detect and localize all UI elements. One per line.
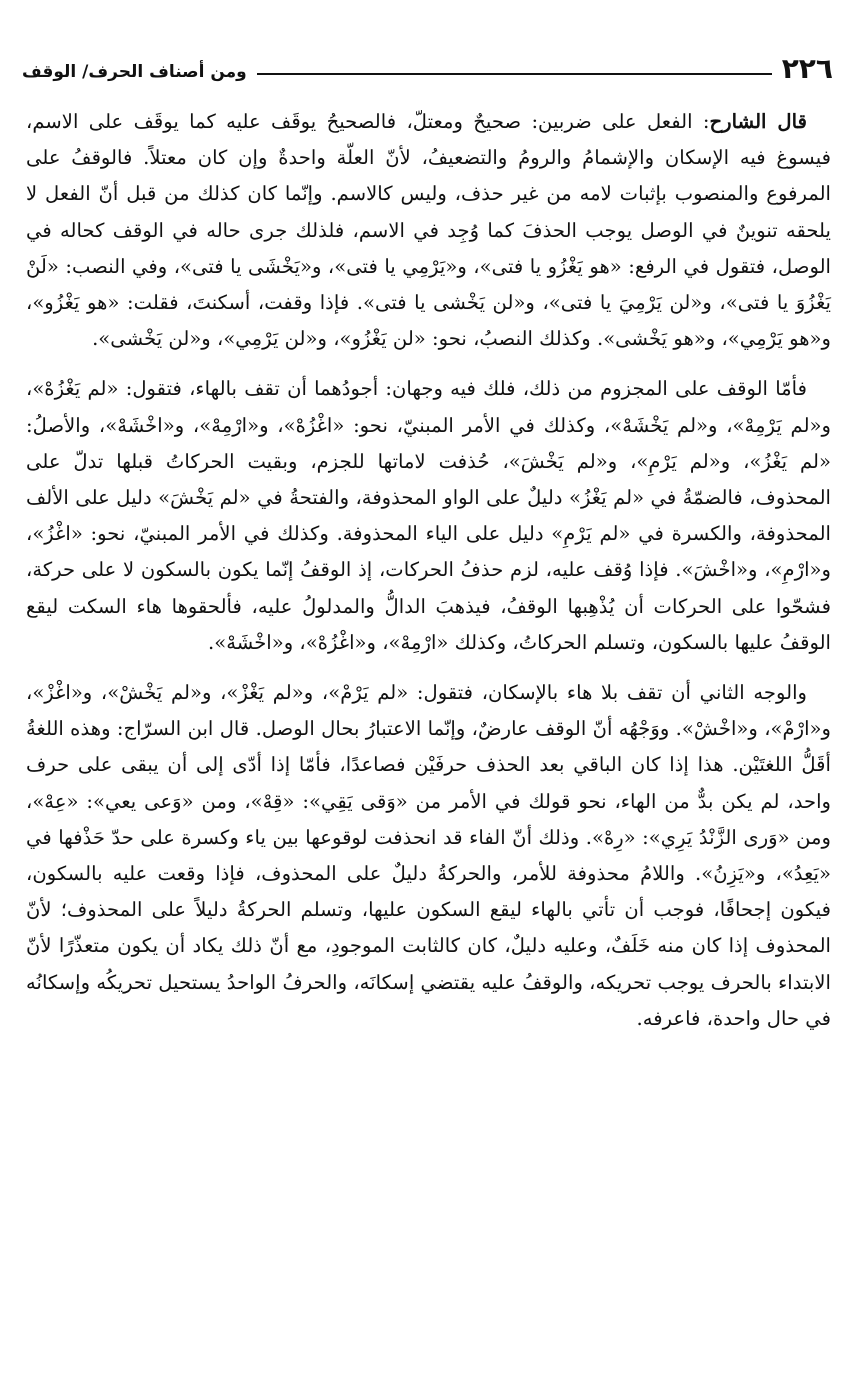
paragraph-3: والوجه الثاني أن تقف بلا هاء بالإسكان، فتقول: «لم يَرْمْ»، و«لم يَغْزْ»، و«لم يَخْشْ»، و«اغْزْ»، و«ارْمْ»، و«اخْشْ». ووَجْهُه أنّ الوقف عارضٌ، وإنّما الاعتبارُ بحال الوصل. قال ابن السرّاج: وهذه اللغةُ أقَلُّ اللغتَيْن. هذا إذا كان الباقي بعد الحذف حرفَيْن فصاعدًا، فأمّا إذا أدّى إلى أن يبقى على حرف واحد، لم يكن بدٌّ من الهاء، نحو قولك في الأمر من «وَقى يَقِي»: «قِهْ»، ومن «وَعى يعي»: «عِهْ»، ومن «وَرى الزَّنْدُ يَرِي»: «رِهْ». وذلك أنّ الفاء قد انحذفت لوقوعها بين ياء وكسرة على حدّ حَذْفها في «يَعِدُ»، و«يَزِنُ». واللامُ محذوفة للأمر، والحركةُ دليلٌ على المحذوف، فإذا وقعت عليه بالسكون، فيكون إجحافًا، فوجب أن تأتي بالهاء ليقع السكون عليها، وتسلم الحركةُ دليلاً على المحذوف؛ لأنّ المحذوف إذا كان منه خَلَفٌ، وعليه دليلٌ، كان كالثابت الموجودِ، مع أنّ ذلك يكاد أن يكون متعذّرًا لأنّ الابتداء بالحرف يوجب تحريكه، والوقفُ عليه يقتضي إسكانَه، والحرفُ الواحدُ يستحيل تحريكُه وإسكانُه في حال واحدة، فاعرفه. — [26, 681, 831, 1030]
paragraph-lead-label: قال الشارح — [709, 110, 807, 133]
body-text — [26, 104, 831, 1037]
page-number: ٢٢٦ — [781, 52, 833, 85]
paragraph-1 — [26, 104, 831, 357]
paragraph-1-text: : الفعل على ضربين: صحيحٌ ومعتلّ، فالصحيحُ يوقَف عليه كما يوقَف على الاسم، فيسوغ فيه الإسكان والإشمامُ والرومُ والتضعيفُ، لأنّ العلّة واحدةٌ وإن كان معتلاً. فالوقفُ على المرفوع والمنصوب بإثبات لامه من غير حذف، وليس كالاسم. وإنّما كان كذلك من قبل أنّ الفعل لا يلحقه تنوينٌ في الوصل يوجب الحذفَ كما وُجِد في الاسم، فلذلك جرى حاله في الوقف كحاله في الوصل، فتقول في الرفع: «هو يَغْزُو يا فتى»، و«يَرْمِي يا فتى»، و«يَخْشَى يا فتى»، وفي النصب: «لَنْ يَغْزُوَ يا فتى»، و«لن يَرْمِيَ يا فتى»، و«لن يَخْشى يا فتى». فإذا وقفت، أسكنتَ، فقلت: «هو يَغْزُو»، و«هو يَرْمِي»، و«هو يَخْشى». وكذلك النصبُ، نحو: «لن يَغْزُو»، و«لن يَرْمِي»، و«لن يَخْشى». — [26, 110, 831, 351]
header-rule — [257, 73, 772, 75]
page-header — [22, 44, 833, 84]
running-title: ومن أصناف الحرف/ الوقف — [22, 62, 247, 82]
paragraph-2: فأمّا الوقف على المجزوم من ذلك، فلك فيه وجهان: أجودُهما أن تقف بالهاء، فتقول: «لم يَغْزُهْ»، و«لم يَرْمِهْ»، و«لم يَخْشَهْ»، وكذلك في الأمر المبنيّ، نحو: «اغْزُهْ»، و«ارْمِهْ»، و«اخْشَهْ»، والأصلُ: «لم يَغْزُ»، و«لم يَرْمِ»، و«لم يَخْشَ»، حُذفت لاماتها للجزم، وبقيت الحركاتُ قبلها تدلّ على المحذوف، فالضمّةُ في «لم يَغْزُ» دليلٌ على الواو المحذوفة، والفتحةُ في «لم يَخْشَ» دليل على الألف المحذوفة، والكسرة في «لم يَرْمِ» دليل على الياء المحذوفة. وكذلك في الأمر المبنيّ، نحو: «اغْزُ»، و«ارْمِ»، و«اخْشَ». فإذا وُقف عليه، لزم حذفُ الحركات، إذ الوقفُ إنّما يكون بالسكون لا على حركة، فشحّوا على الحركات أن يُذْهِبها الوقفُ، فيذهبَ الدالُّ والمدلولُ عليه، فألحقوها هاء السكت ليقع الوقفُ عليها بالسكون، وتسلم الحركاتُ، وكذلك «ارْمِهْ»، و«اغْزُهْ»، و«اخْشَهْ». — [26, 377, 831, 654]
